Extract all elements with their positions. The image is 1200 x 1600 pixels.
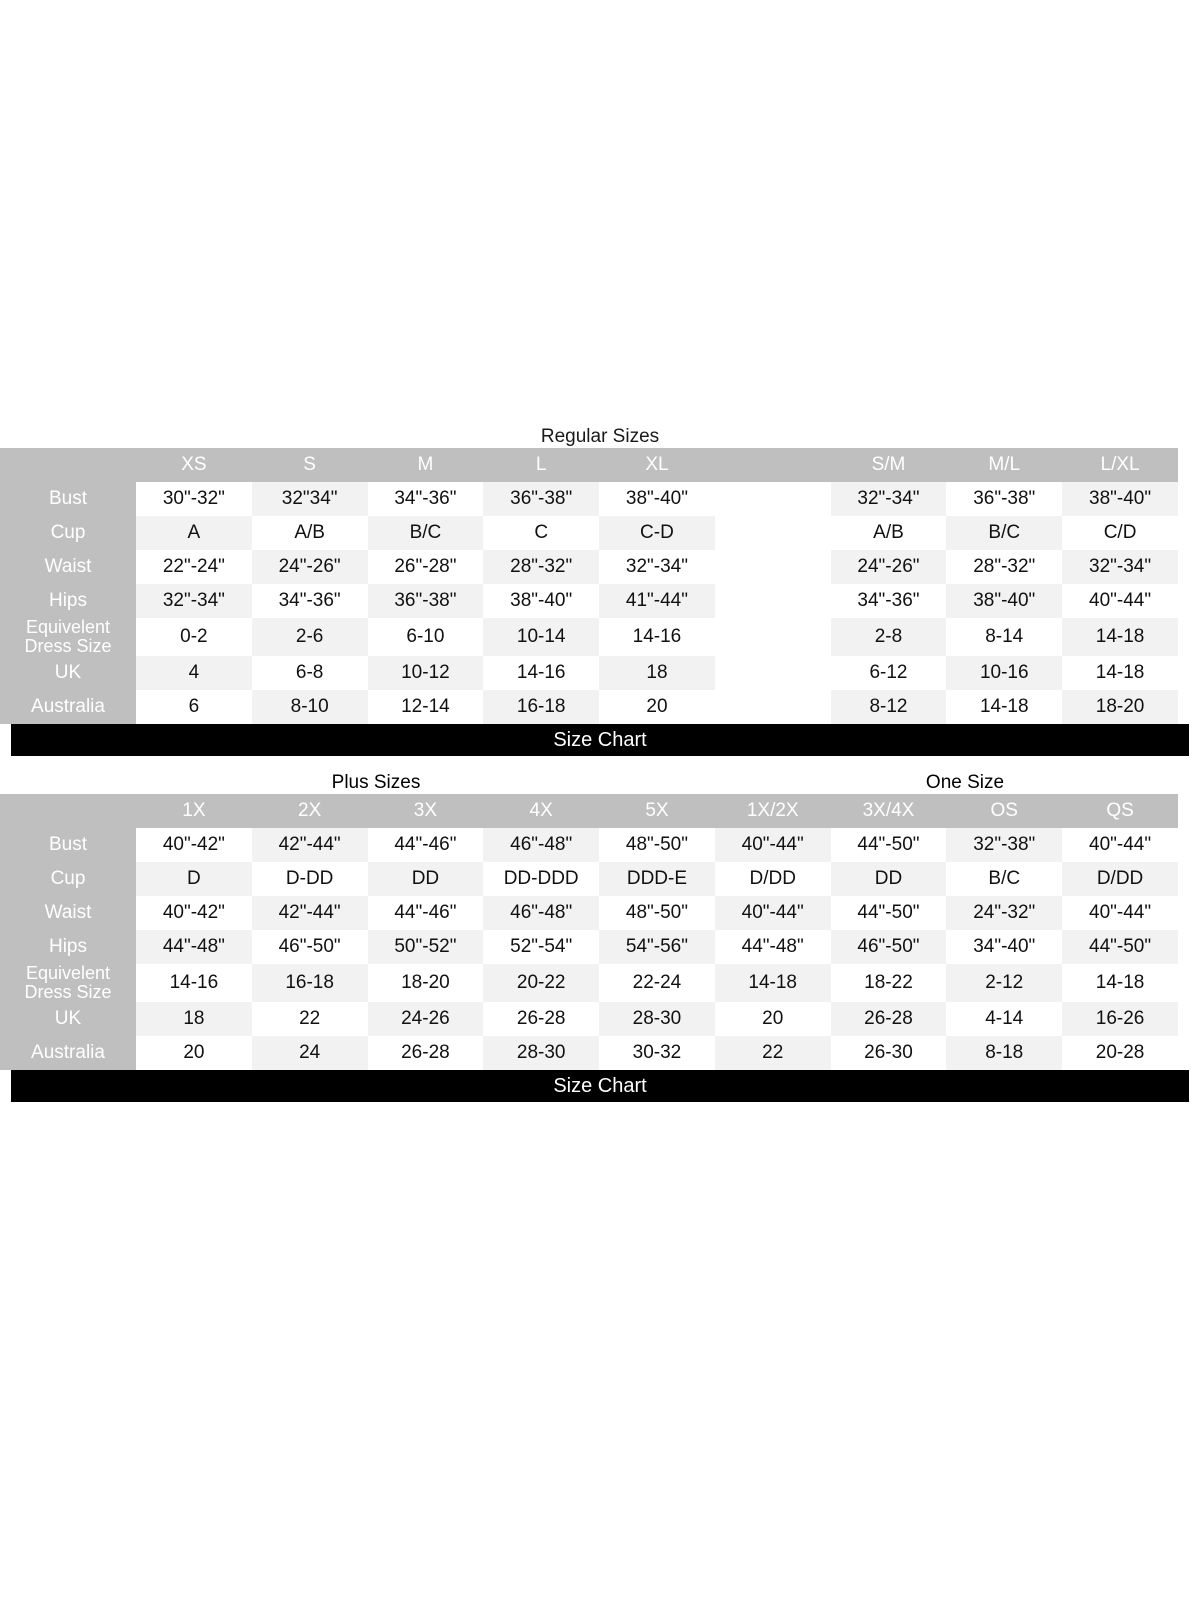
table-cell: 18-20 [368, 964, 484, 1002]
table-cell: 40"-42" [136, 896, 252, 930]
table-row [0, 482, 1178, 516]
regular-col-header-xl: XL [599, 448, 715, 482]
table-cell: A/B [252, 516, 368, 550]
table-cell: 14-18 [946, 690, 1062, 724]
table-cell: 10-14 [483, 618, 599, 656]
table-cell: 24 [252, 1036, 368, 1070]
table-cell: 18-22 [831, 964, 947, 1002]
table-cell: 42"-44" [252, 896, 368, 930]
table-cell: 14-16 [136, 964, 252, 1002]
table-cell-gap [715, 550, 831, 584]
regular-row-label-waist: Waist [0, 550, 136, 584]
table-cell: 36"-38" [946, 482, 1062, 516]
table-cell: 40"-44" [715, 896, 831, 930]
table-cell: 20-28 [1062, 1036, 1178, 1070]
table-cell: 4-14 [946, 1002, 1062, 1036]
table-cell: 48"-50" [599, 896, 715, 930]
regular-col-header-m: M [368, 448, 484, 482]
table-cell: 24-26 [368, 1002, 484, 1036]
regular-row-label-hips: Hips [0, 584, 136, 618]
plus-col-header-3x: 3X [368, 794, 484, 828]
table-cell: 8-12 [831, 690, 947, 724]
table-cell: 2-6 [252, 618, 368, 656]
regular-col-header-lxl: L/XL [1062, 448, 1178, 482]
table-cell: 24"-26" [252, 550, 368, 584]
table-cell: 38"-40" [1062, 482, 1178, 516]
regular-col-header-l: L [483, 448, 599, 482]
table-row [0, 618, 1178, 656]
table-cell: 44"-46" [368, 828, 484, 862]
table-cell: 32"-34" [1062, 550, 1178, 584]
size-chart-banner-bottom: Size Chart [11, 1070, 1189, 1102]
table-cell: 32"34" [252, 482, 368, 516]
plus-sizes-caption: Plus Sizes [331, 771, 421, 793]
table-cell: 44"-46" [368, 896, 484, 930]
table-cell: 26-30 [831, 1036, 947, 1070]
table-cell: 38"-40" [483, 584, 599, 618]
regular-col-header-xs: XS [136, 448, 252, 482]
table-cell-gap [715, 584, 831, 618]
plus-col-header-5x: 5X [599, 794, 715, 828]
table-cell: 28-30 [599, 1002, 715, 1036]
table-cell: 22 [252, 1002, 368, 1036]
table-cell: 28"-32" [483, 550, 599, 584]
table-cell: 54"-56" [599, 930, 715, 964]
table-cell: 16-18 [252, 964, 368, 1002]
table-cell: 22"-24" [136, 550, 252, 584]
table-cell: 44"-48" [136, 930, 252, 964]
table-cell: 14-18 [1062, 964, 1178, 1002]
table-cell: 40"-42" [136, 828, 252, 862]
table-cell: 41"-44" [599, 584, 715, 618]
table-cell-gap [715, 690, 831, 724]
table-cell: C [483, 516, 599, 550]
table-cell: 34"-36" [831, 584, 947, 618]
plus-col-header-4x: 4X [483, 794, 599, 828]
plus-row-label-cup: Cup [0, 862, 136, 896]
table-cell: 44"-48" [715, 930, 831, 964]
plus-col-header-os: OS [946, 794, 1062, 828]
table-row [0, 690, 1178, 724]
table-cell: 26-28 [368, 1036, 484, 1070]
table-cell: 44"-50" [831, 896, 947, 930]
table-cell: 4 [136, 656, 252, 690]
regular-row-label-bust: Bust [0, 482, 136, 516]
table-row [0, 828, 1178, 862]
table-cell: 14-16 [483, 656, 599, 690]
table-cell: 40"-44" [1062, 828, 1178, 862]
table-cell: 28"-32" [946, 550, 1062, 584]
table-row [0, 584, 1178, 618]
table-cell: 34"-40" [946, 930, 1062, 964]
table-cell: 36"-38" [483, 482, 599, 516]
table-cell: 24"-26" [831, 550, 947, 584]
table-cell: 26-28 [831, 1002, 947, 1036]
plus-col-header-3x4x: 3X/4X [831, 794, 947, 828]
plus-col-header-1x: 1X [136, 794, 252, 828]
table-cell: 30-32 [599, 1036, 715, 1070]
table-cell: 14-16 [599, 618, 715, 656]
table-cell-gap [715, 516, 831, 550]
table-cell: 18-20 [1062, 690, 1178, 724]
size-chart-sheet [0, 420, 1200, 1102]
table-cell: 32"-34" [599, 550, 715, 584]
table-cell: 22 [715, 1036, 831, 1070]
table-cell: 34"-36" [252, 584, 368, 618]
plus-col-header-2x: 2X [252, 794, 368, 828]
table-cell: 2-8 [831, 618, 947, 656]
table-cell: D-DD [252, 862, 368, 896]
plus-header-corner [0, 794, 136, 828]
table-cell: B/C [946, 516, 1062, 550]
plus-row-label-uk: UK [0, 1002, 136, 1036]
plus-row-label-bust: Bust [0, 828, 136, 862]
table-row [0, 1002, 1178, 1036]
table-cell: 20-22 [483, 964, 599, 1002]
regular-sizes-table [0, 448, 1178, 724]
regular-sizes-caption-row [0, 420, 1200, 448]
table-cell: DD [368, 862, 484, 896]
table-cell: C-D [599, 516, 715, 550]
table-cell: 48"-50" [599, 828, 715, 862]
table-cell: 16-26 [1062, 1002, 1178, 1036]
table-cell: 10-12 [368, 656, 484, 690]
table-cell: 24"-32" [946, 896, 1062, 930]
table-cell: C/D [1062, 516, 1178, 550]
table-row [0, 896, 1178, 930]
table-cell: 32"-34" [136, 584, 252, 618]
table-cell: 40"-44" [1062, 896, 1178, 930]
plus-sizes-caption-row [11, 764, 1189, 794]
table-cell: 42"-44" [252, 828, 368, 862]
regular-col-header-gap [715, 448, 831, 482]
regular-row-label-uk: UK [0, 656, 136, 690]
table-row [0, 930, 1178, 964]
table-row [0, 964, 1178, 1002]
one-size-caption: One Size [925, 771, 1005, 793]
table-cell: 38"-40" [599, 482, 715, 516]
table-cell: A [136, 516, 252, 550]
table-cell: 36"-38" [368, 584, 484, 618]
regular-col-header-s: S [252, 448, 368, 482]
table-cell: 6-10 [368, 618, 484, 656]
table-cell-gap [715, 482, 831, 516]
table-cell: 44"-50" [1062, 930, 1178, 964]
table-cell: 38"-40" [946, 584, 1062, 618]
table-cell: 14-18 [715, 964, 831, 1002]
table-cell: 14-18 [1062, 656, 1178, 690]
table-cell: 6-8 [252, 656, 368, 690]
table-cell: 46"-50" [831, 930, 947, 964]
table-cell: 30"-32" [136, 482, 252, 516]
table-cell: 32"-34" [831, 482, 947, 516]
table-cell: 6 [136, 690, 252, 724]
table-cell: 8-10 [252, 690, 368, 724]
table-cell: 18 [599, 656, 715, 690]
regular-header-row [0, 448, 1178, 482]
table-cell: 18 [136, 1002, 252, 1036]
plus-row-label-waist: Waist [0, 896, 136, 930]
table-cell-gap [715, 618, 831, 656]
regular-sizes-caption: Regular Sizes [540, 426, 660, 447]
table-cell: B/C [946, 862, 1062, 896]
table-row [0, 862, 1178, 896]
table-cell: 20 [136, 1036, 252, 1070]
table-cell: 6-12 [831, 656, 947, 690]
table-row [0, 550, 1178, 584]
table-cell: 26"-28" [368, 550, 484, 584]
table-cell: 8-14 [946, 618, 1062, 656]
plus-col-header-qs: QS [1062, 794, 1178, 828]
table-cell: 26-28 [483, 1002, 599, 1036]
table-cell: DD [831, 862, 947, 896]
table-cell: DD-DDD [483, 862, 599, 896]
table-cell: 40"-44" [715, 828, 831, 862]
regular-row-label-dress-size: Equivelent Dress Size [0, 618, 136, 656]
table-cell: 10-16 [946, 656, 1062, 690]
table-cell: 34"-36" [368, 482, 484, 516]
plus-row-label-hips: Hips [0, 930, 136, 964]
table-cell: 20 [715, 1002, 831, 1036]
table-cell: 28-30 [483, 1036, 599, 1070]
plus-row-label-dress-size: Equivelent Dress Size [0, 964, 136, 1002]
table-row [0, 1036, 1178, 1070]
table-cell: 12-14 [368, 690, 484, 724]
plus-col-header-1x2x: 1X/2X [715, 794, 831, 828]
regular-row-label-cup: Cup [0, 516, 136, 550]
regular-col-header-ml: M/L [946, 448, 1062, 482]
table-cell: 0-2 [136, 618, 252, 656]
table-cell: D/DD [715, 862, 831, 896]
regular-row-label-australia: Australia [0, 690, 136, 724]
table-cell: 52"-54" [483, 930, 599, 964]
plus-row-label-australia: Australia [0, 1036, 136, 1070]
table-cell: D [136, 862, 252, 896]
table-cell: B/C [368, 516, 484, 550]
table-cell: 32"-38" [946, 828, 1062, 862]
table-cell: 14-18 [1062, 618, 1178, 656]
regular-col-header-sm: S/M [831, 448, 947, 482]
table-cell: 8-18 [946, 1036, 1062, 1070]
table-cell: 50"-52" [368, 930, 484, 964]
table-cell: 46"-48" [483, 896, 599, 930]
plus-header-row [0, 794, 1178, 828]
table-cell: 22-24 [599, 964, 715, 1002]
table-cell-gap [715, 656, 831, 690]
table-cell: 46"-50" [252, 930, 368, 964]
table-cell: 20 [599, 690, 715, 724]
regular-header-corner [0, 448, 136, 482]
table-cell: 16-18 [483, 690, 599, 724]
table-cell: 2-12 [946, 964, 1062, 1002]
table-cell: 44"-50" [831, 828, 947, 862]
table-cell: 46"-48" [483, 828, 599, 862]
table-cell: 40"-44" [1062, 584, 1178, 618]
plus-sizes-table [0, 794, 1178, 1070]
size-chart-banner-top: Size Chart [11, 724, 1189, 756]
table-cell: D/DD [1062, 862, 1178, 896]
table-row [0, 656, 1178, 690]
table-cell: A/B [831, 516, 947, 550]
table-cell: DDD-E [599, 862, 715, 896]
table-row [0, 516, 1178, 550]
